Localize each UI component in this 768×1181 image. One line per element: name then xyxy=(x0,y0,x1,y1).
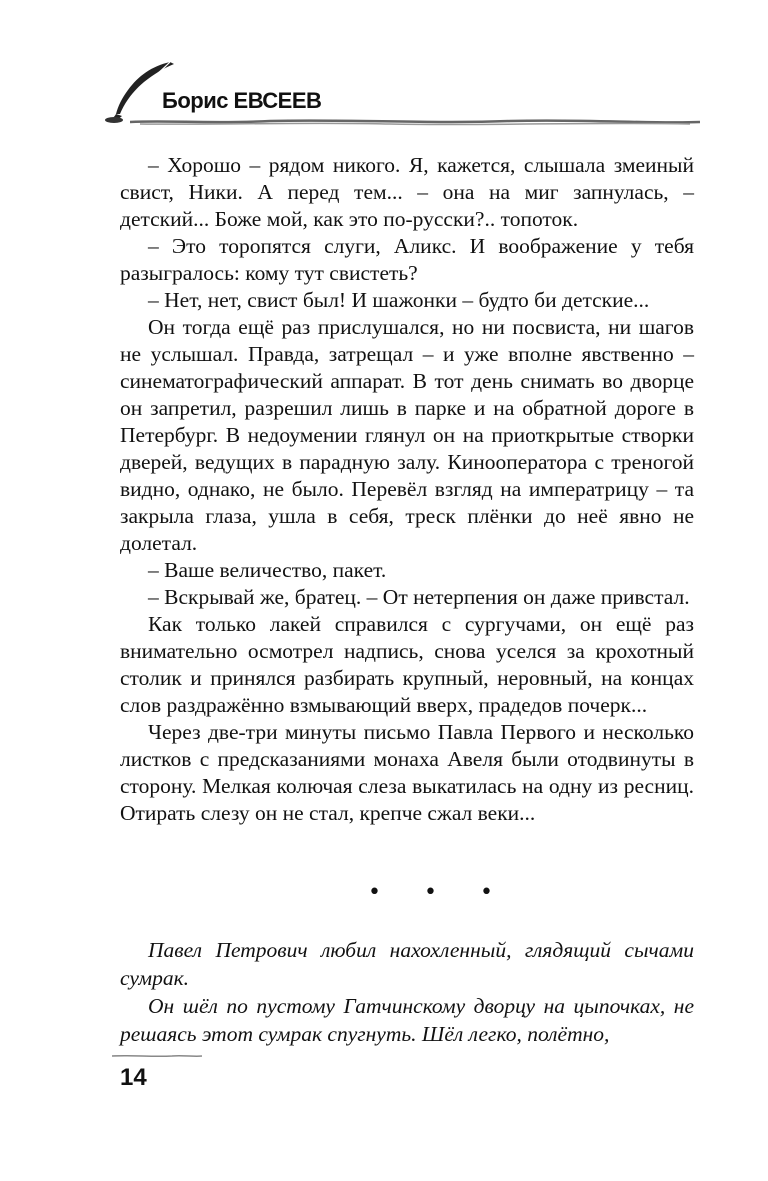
italic-paragraph: Павел Петрович любил нахохленный, глядящий сычами сумрак. xyxy=(120,938,694,990)
paragraph: – Нет, нет, свист был! И шажонки – будто би детские... xyxy=(148,288,650,312)
paragraph: – Хорошо – рядом никого. Я, кажется, слышала змеиный свист, Ники. А перед тем... – она на миг запнулась, – детский... Боже мой, как это по-русски?.. топоток. xyxy=(120,153,694,231)
paragraph: – Ваше величество, пакет. xyxy=(148,558,387,582)
italic-section xyxy=(120,936,694,1048)
paragraph: Через две-три минуты письмо Павла Первого и несколько листков с предсказаниями монаха Авеля были отодвинуты в сторону. Мелкая колючая слеза выкатилась на одну из ресниц. Отирать слезу он не стал, крепче сжал веки... xyxy=(120,720,694,825)
author-name: Борис ЕВСЕЕВ xyxy=(162,88,322,113)
paragraph: Как только лакей справился с сургучами, он ещё раз внимательно осмотрел надпись, снова уселся за крохотный столик и принялся разбирать крупный, неровный, на концах слов раздражённо взмывающий вверх, прадедов почерк... xyxy=(120,612,694,717)
paragraph: – Вскрывай же, братец. – От нетерпения он даже привстал. xyxy=(148,585,690,609)
paragraph: – Это торопятся слуги, Аликс. И воображение у тебя разыгралось: кому тут свистеть? xyxy=(120,234,694,285)
section-separator: • • • xyxy=(368,880,511,905)
paragraph: Он тогда ещё раз прислушался, но ни посвиста, ни шагов не услышал. Правда, затрещал – и уже вполне явственно – синематографический аппарат. В тот день снимать во дворце он запретил, разрешил лишь в парке и на обратной дороге в Петербург. В недоумении глянул он на приоткрытые створки дверей, ведущих в парадную залу. Кинооператора с треногой видно, однако, не было. Перевёл взгляд на императрицу – та закрыла глаза, ушла в себя, треск плёнки до неё явно не долетал. xyxy=(120,315,694,555)
italic-paragraph: Он шёл по пустому Гатчинскому дворцу на цыпочках, не решаясь этот сумрак спугнуть. Шёл легко, полётно, xyxy=(120,994,694,1046)
page-number: 14 xyxy=(120,1064,147,1091)
footer-rule xyxy=(112,1052,202,1060)
main-text xyxy=(120,152,694,827)
header-rule xyxy=(130,116,700,128)
running-header xyxy=(100,58,700,138)
